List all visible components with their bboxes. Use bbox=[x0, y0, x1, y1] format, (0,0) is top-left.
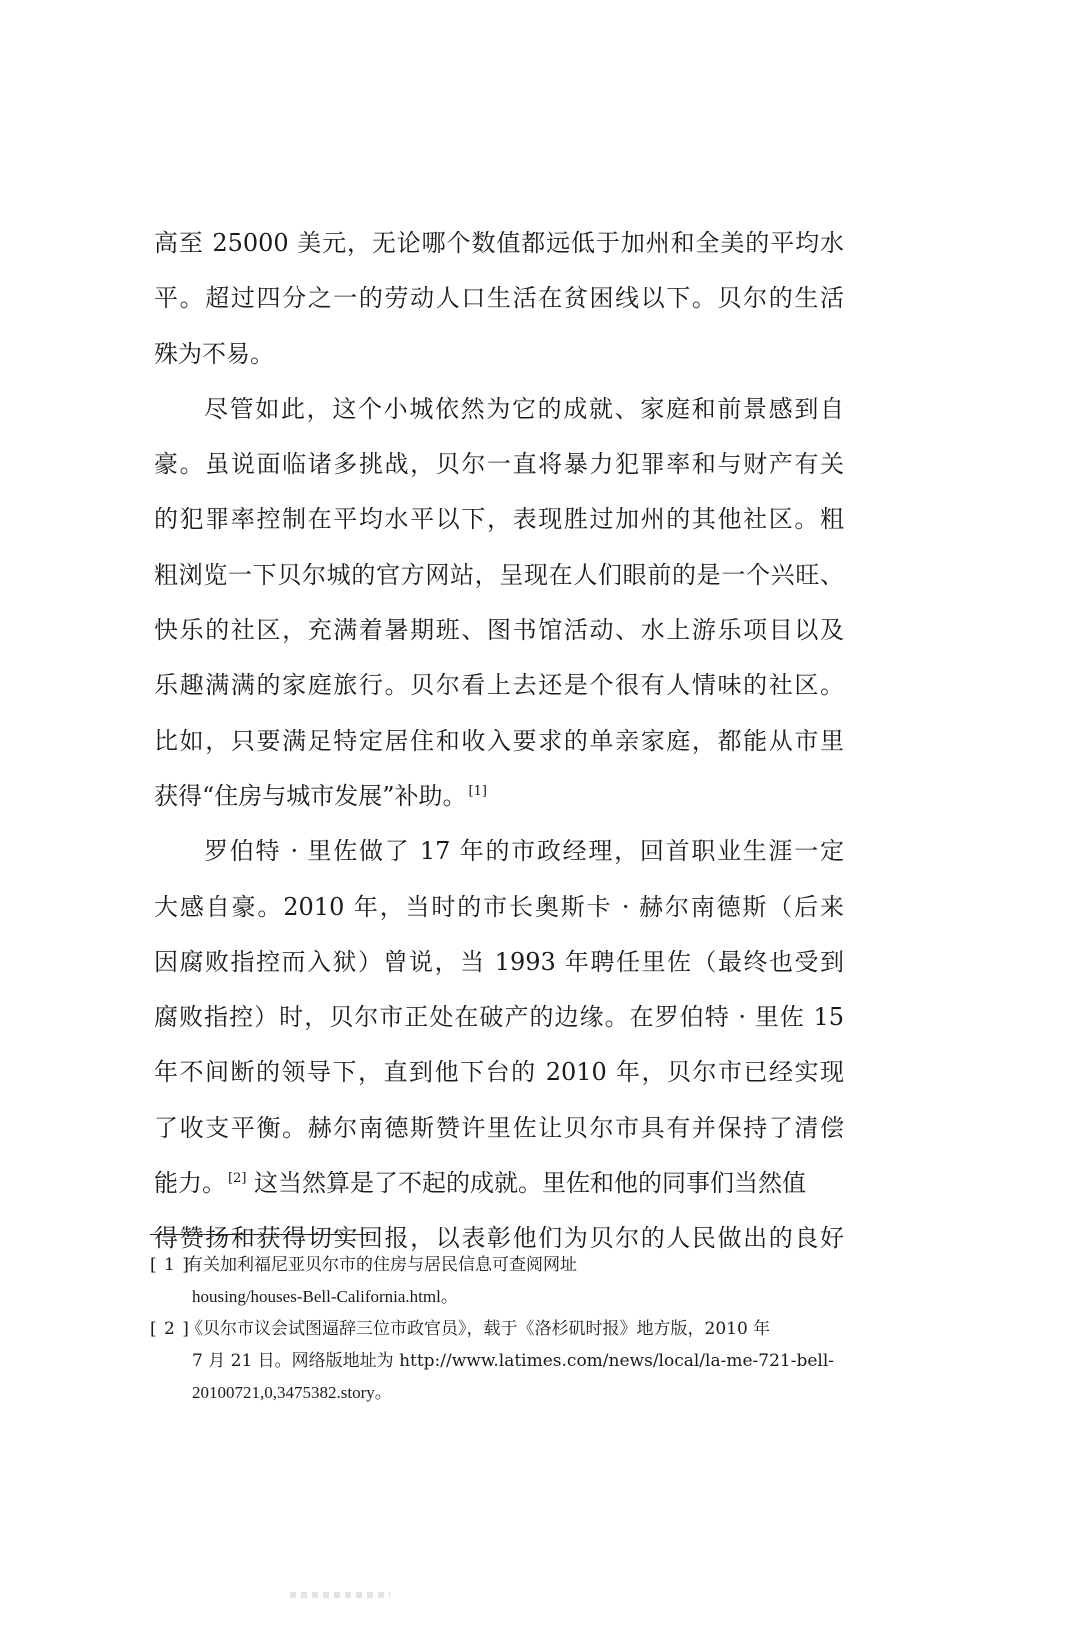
paragraph-text: 这当然算是了不起的成就。里佐和他的同事们当然值 bbox=[246, 1169, 807, 1198]
footnote-divider bbox=[150, 1234, 370, 1235]
paragraph-line: 的犯罪率控制在平均水平以下，表现胜过加州的其他社区。粗 bbox=[154, 505, 844, 534]
paragraph-line: 殊为不易。 bbox=[154, 339, 274, 368]
paragraph-text: 能力。 bbox=[154, 1169, 226, 1198]
paragraph-line: 罗伯特 · 里佐做了 17 年的市政经理，回首职业生涯一定 bbox=[204, 837, 844, 866]
paragraph-line bbox=[154, 769, 844, 824]
paragraph-line: 得赞扬和获得切实回报，以表彰他们为贝尔的人民做出的良好 bbox=[154, 1224, 844, 1253]
paragraph-line: 腐败指控）时，贝尔市正处在破产的边缘。在罗伯特 · 里佐 15 bbox=[154, 1003, 844, 1032]
footnote-2-text: 《贝尔市议会试图逼辞三位市政官员》，载于《洛杉矶时报》地方版，2010 年 bbox=[186, 1319, 771, 1339]
paragraph-line: 尽管如此，这个小城依然为它的成就、家庭和前景感到自 bbox=[204, 394, 844, 423]
paragraph-line: 比如，只要满足特定居住和收入要求的单亲家庭，都能从市里 bbox=[154, 726, 844, 755]
footnote-ref-2[interactable]: [2] bbox=[228, 1171, 247, 1187]
paragraph-line: 了收支平衡。赫尔南德斯赞许里佐让贝尔市具有并保持了清偿 bbox=[154, 1113, 844, 1142]
footnote-2-number: [ 2 ] bbox=[150, 1319, 190, 1339]
paragraph-line: 年不间断的领导下，直到他下台的 2010 年，贝尔市已经实现 bbox=[154, 1058, 844, 1087]
scan-artifact bbox=[290, 1592, 390, 1598]
footnotes bbox=[150, 1249, 840, 1409]
footnote-1-url[interactable]: housing/houses-Bell-California.html。 bbox=[192, 1287, 458, 1306]
paragraph-line: 大感自豪。2010 年，当时的市长奥斯卡 · 赫尔南德斯（后来 bbox=[154, 892, 844, 921]
footnote-2 bbox=[150, 1313, 840, 1345]
paragraph-line: 豪。虽说面临诸多挑战，贝尔一直将暴力犯罪率和与财产有关 bbox=[154, 450, 844, 479]
footnote-1-number: [ 1 ] bbox=[150, 1255, 190, 1275]
footnote-1 bbox=[150, 1249, 840, 1281]
paragraph-line: 乐趣满满的家庭旅行。贝尔看上去还是个很有人情味的社区。 bbox=[154, 671, 844, 700]
paragraph-text: 获得“住房与城市发展”补助。 bbox=[154, 781, 467, 810]
paragraph-line: 高至 25000 美元，无论哪个数值都远低于加州和全美的平均水 bbox=[154, 229, 844, 257]
footnote-2-text-end: 20100721,0,3475382.story。 bbox=[192, 1383, 392, 1402]
paragraph-line: 粗浏览一下贝尔城的官方网站，呈现在人们眼前的是一个兴旺、 bbox=[154, 560, 844, 589]
footnote-2-text-cont[interactable]: 7 月 21 日。网络版地址为 http://www.latimes.com/news/local/la-me-721-bell- bbox=[192, 1351, 835, 1371]
footnote-1-text: 有关加利福尼亚贝尔市的住房与居民信息可查阅网址 bbox=[186, 1255, 577, 1275]
body-text bbox=[154, 216, 844, 1267]
paragraph-line: 因腐败指控而入狱）曾说，当 1993 年聘任里佐（最终也受到 bbox=[154, 947, 844, 976]
paragraph-line: 快乐的社区，充满着暑期班、图书馆活动、水上游乐项目以及 bbox=[154, 616, 844, 645]
paragraph-line: 平。超过四分之一的劳动人口生活在贫困线以下。贝尔的生活 bbox=[154, 284, 844, 313]
paragraph-line bbox=[154, 1156, 844, 1211]
footnote-ref-1[interactable]: [1] bbox=[468, 783, 487, 799]
